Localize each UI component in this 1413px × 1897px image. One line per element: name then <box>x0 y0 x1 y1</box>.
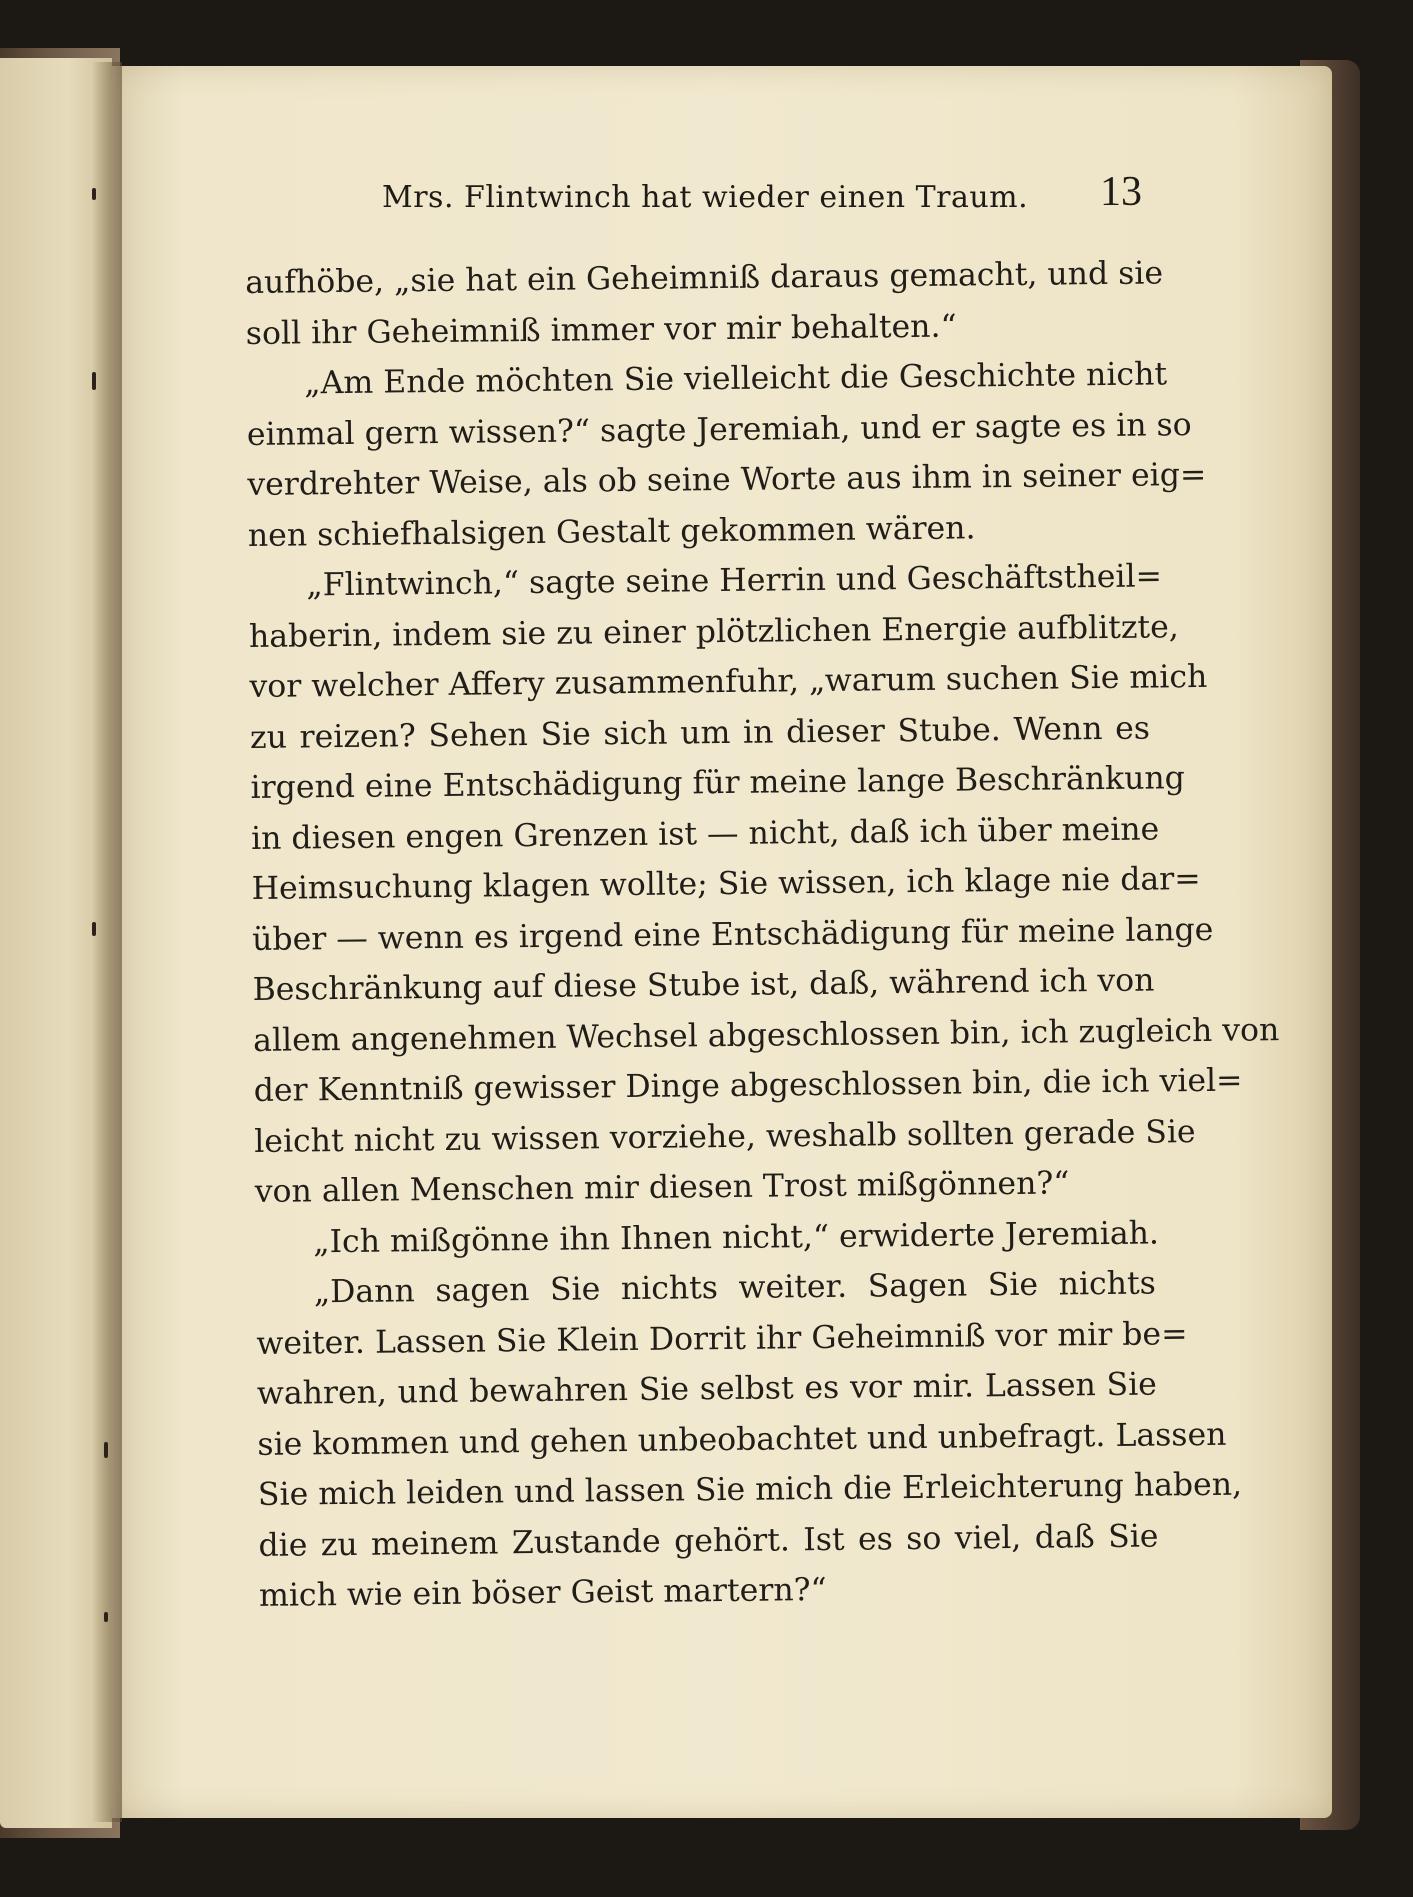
text-line: Beschränkung auf diese Stube ist, daß, während ich von <box>252 962 1155 1008</box>
text-line: irgend eine Entschädigung für meine lange Beschränkung <box>250 760 1186 806</box>
text-line: aufhöbe, „sie hat ein Geheimniß daraus gemacht, und sie <box>245 255 1164 301</box>
page-number: 13 <box>1100 169 1142 215</box>
text-line: verdrehter Weise, als ob seine Worte aus ihm in seiner eig= <box>247 456 1207 503</box>
text-line: „Am Ende möchten Sie vielleicht die Geschichte nicht <box>304 356 1168 402</box>
text-line: mich wie ein böser Geist martern?“ <box>258 1571 827 1614</box>
body-text <box>245 249 1280 1622</box>
text-line: leicht nicht zu wissen vorziehe, weshalb sollten gerade Sie <box>254 1113 1196 1160</box>
text-line: allem angenehmen Wechsel abgeschlossen bin, ich zugleich von <box>253 1011 1280 1059</box>
margin-mark <box>104 1612 108 1622</box>
margin-mark <box>104 1442 108 1458</box>
text-line: einmal gern wissen?“ sagte Jeremiah, und er sagte es in so <box>246 406 1192 453</box>
text-line: vor welcher Affery zusammenfuhr, „warum suchen Sie mich <box>249 658 1208 705</box>
text-line: Sie mich leiden und lassen Sie mich die Erleichterung haben, <box>257 1466 1243 1513</box>
page-gutter-shadow <box>92 62 122 1822</box>
margin-mark <box>92 922 96 936</box>
margin-mark <box>92 188 96 200</box>
text-line: der Kenntniß gewisser Dinge abgeschlossen bin, die ich viel= <box>253 1062 1243 1109</box>
text-line: zu reizen? Sehen Sie sich um in dieser Stube. Wenn es <box>249 710 1151 756</box>
text-line: die zu meinem Zustande gehört. Ist es so viel, daß Sie <box>258 1518 1159 1564</box>
text-line: von allen Menschen mir diesen Trost mißgönnen?“ <box>254 1165 1070 1210</box>
margin-mark <box>92 372 96 390</box>
page-header <box>262 168 1142 228</box>
text-line: Heimsuchung klagen wollte; Sie wissen, ich klage nie dar= <box>251 861 1201 907</box>
text-line: „Flintwinch,“ sagte seine Herrin und Geschäftstheil= <box>306 558 1163 604</box>
text-line: haberin, indem sie zu einer plötzlichen Energie aufblitzte, <box>248 608 1179 655</box>
text-line: wahren, und bewahren Sie selbst es vor mir. Lassen Sie <box>256 1366 1158 1412</box>
text-line: „Ich mißgönne ihn Ihnen nicht,“ erwiderte Jeremiah. <box>313 1214 1160 1260</box>
text-line: soll ihr Geheimniß immer vor mir behalten.“ <box>245 308 957 352</box>
text-line: über — wenn es irgend eine Entschädigung für meine lange <box>251 911 1214 958</box>
text-line: sie kommen und gehen unbeobachtet und unbefragt. Lassen <box>257 1416 1227 1463</box>
text-line: in diesen engen Grenzen ist — nicht, daß ich über meine <box>250 810 1160 857</box>
running-title: Mrs. Flintwinch hat wieder einen Traum. <box>382 180 1029 215</box>
text-line: weiter. Lassen Sie Klein Dorrit ihr Geheimniß vor mir be= <box>256 1315 1188 1362</box>
text-line: „Dann sagen Sie nichts weiter. Sagen Sie nichts <box>313 1265 1156 1311</box>
text-line: nen schiefhalsigen Gestalt gekommen wären. <box>247 509 976 554</box>
